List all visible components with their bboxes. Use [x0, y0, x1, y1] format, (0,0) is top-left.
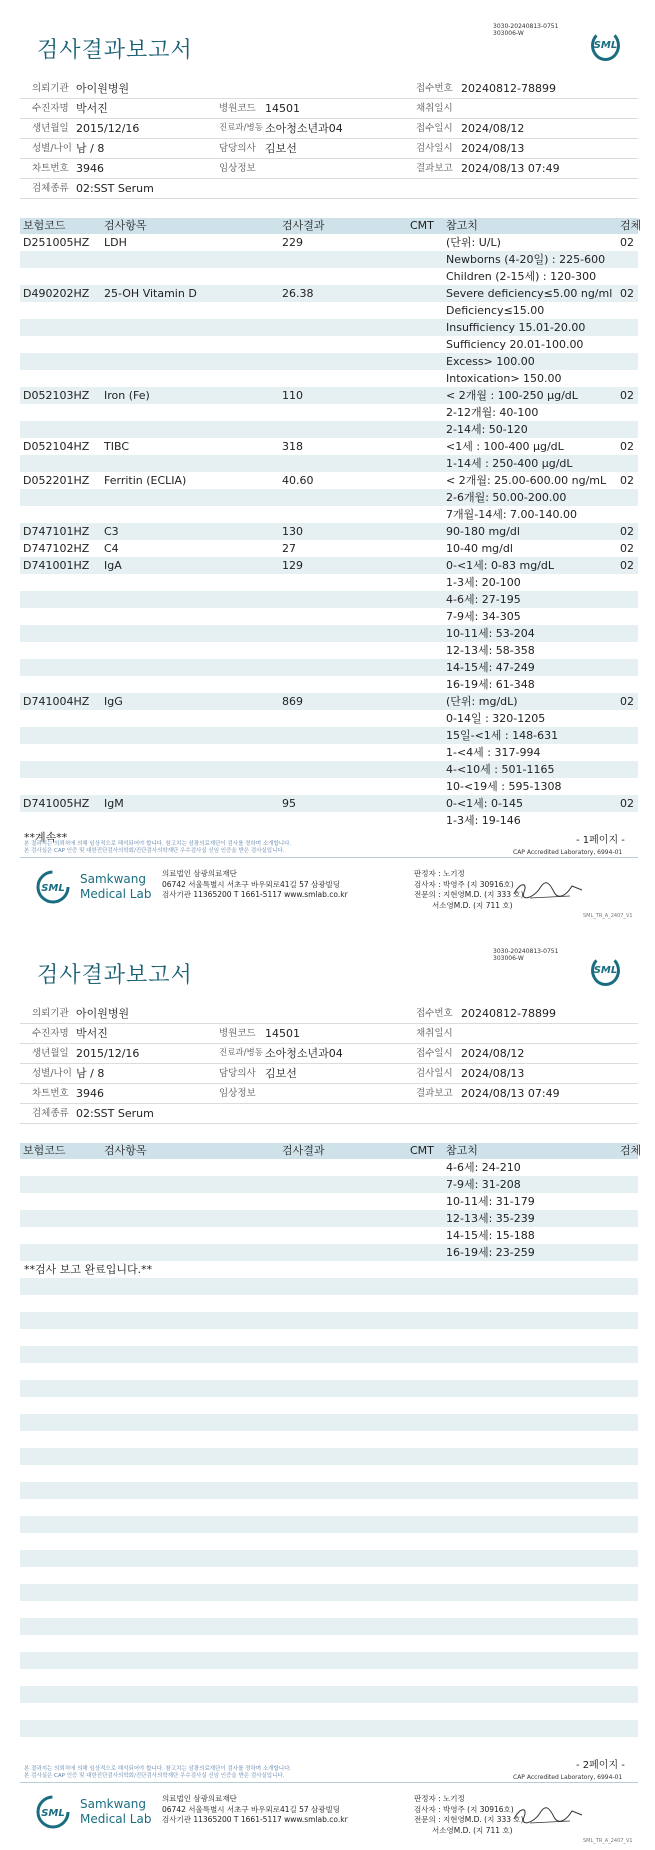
chart-number: 3946 — [76, 162, 104, 175]
hospital-code: 14501 — [265, 102, 300, 115]
label-receipt-date: 접수일시 — [416, 123, 453, 134]
table-row — [20, 642, 638, 659]
footer-divider — [20, 857, 638, 858]
table-row — [20, 506, 638, 523]
test-name: IgG — [104, 695, 123, 708]
report-date: 2024/08/13 07:49 — [461, 162, 560, 175]
table-row — [20, 574, 638, 591]
test-name: Ferritin (ECLIA) — [104, 474, 187, 487]
test-date: 2024/08/13 — [461, 1067, 525, 1080]
label-sex-age: 성별/나이 — [32, 1068, 72, 1079]
table-row — [20, 1176, 638, 1193]
label-report-date: 결과보고 — [416, 163, 453, 174]
test-name: IgA — [104, 559, 122, 572]
table-row — [20, 523, 638, 540]
results-table — [20, 1143, 642, 1754]
table-row — [20, 1397, 638, 1414]
table-row — [20, 421, 638, 438]
reference-range: Deficiency≤15.00 — [446, 304, 545, 317]
page-number: - 1페이지 - — [576, 835, 625, 846]
label-receipt-number: 접수번호 — [416, 1008, 453, 1019]
continued-text: **계속** — [24, 831, 68, 844]
reference-range: 12-13세: 58-358 — [446, 644, 535, 657]
reference-range: 7-9세: 31-208 — [446, 1178, 521, 1191]
label-doctor: 담당의사 — [219, 1068, 256, 1079]
table-row — [20, 438, 638, 455]
table-row — [20, 302, 638, 319]
doctor: 김보선 — [265, 1067, 297, 1080]
table-row — [20, 744, 638, 761]
reference-range: (단위: mg/dL) — [446, 695, 518, 708]
department: 소아청소년과04 — [265, 1047, 343, 1060]
disclaimer-2: 본 검사실은 CAP 인증 및 대한진단검사의학회/진단검사의학재단 우수검사실 신임 인증을 받은 검사실입니다. — [24, 1773, 285, 1779]
specimen-code: 02 — [620, 559, 634, 572]
label-requesting-org: 의뢰기관 — [32, 1008, 69, 1019]
report-page-1: 3030-20240813-0751 303006-W 검사결과보고서 SML 의뢰기관 아이원병원 접수번호 20240812-78899 수진자명 박서진 병원코드 14501 채취일시 생년월일 2015/12/16 진료과/병동 소아청소년과04 접수일시 2024/08/12 성별/나이 남 / 8 담당의사 김보선 검사일시 2024/08/13 차트번호 3946 임상정보 결과보고 2024/08/13 07:49 검체종류 02:SST Serum 보험코드 검사항목 검사결과 CMT 참고치 검체 D251005HZ LDH 229 (단위: U/L) 02 Newborns (4-20일) : 225-600 Children (2-15세) : 120-300 D490202HZ 25-OH Vitamin D 26.38 Severe deficiency≤5.00 ng/ml 02 Deficiency≤15.00 Insufficiency 15.01-20.00 Sufficiency 20.01-100.00 Excess> 100.00 Intoxication> 150.00 D052103HZ Iron (Fe) 110 < 2개월 : 100-250 μg/dL 02 2-12개월: 40-100 2-14세: 50-120 D052104HZ TIBC 318 <1세 : 100-400 μg/dL 02 1-14세 : 250-400 μg/dL D052201HZ Ferritin (ECLIA) 40.60 < 2개월: 25.00-600.00 ng/mL 02 2-6개월: 50.00-200.00 7개월-14세: 7.00-140.00 D747101HZ C3 130 90-180 mg/dl 02 D747102HZ C4 27 10-40 mg/dl 02 D741001HZ IgA 129 0-<1세: 0-83 mg/dL 02 1-3세: 20-100 4-6세: 27-195 7-9세: 34-305 10-11세: 53-204 12-13세: 58-358 14-15세: 47-249 16-19세: 61-348 D741004HZ IgG 869 (단위: mg/dL) 02 0-14일 : 320-1205 15일-<1세 : 148-631 1-<4세 : 317-994 4-<10세 : 501-1165 10-<19세 : 595-1308 D741005HZ IgM 95 0-<1세: 0-145 02 1-3세: 19-146 **계속** - 1페이지 - 본 결과지는 의뢰처에 의해 임상적으로 해석되어야 합니다. 참고치는 삼광의료재단이 검사를 정하며 소개합니다. 본 검사실은 CAP 인증 및 대한진단검사의학회/진단검사의학재단 우수검사실 신임 인증을 받은 검사실입니다. CAP Accredited Laboratory, 6994-01 SML Samkwang Medical Lab 의료법인 삼광의료재단 06742 서울특별시 서초구 바우뫼로41길 57 삼광빌딩 검사기관 11365200 T 1661-5117 www.smlab.co.kr 판정자 : 노기정 검사자 : 박영주 (지 30916호) 전문의 : 지현영M.D. (지 333 호) 서소영M.D. (지 711 호) SML_TR_A_2407_V1 — [0, 0, 655, 925]
label-hospital-code: 병원코드 — [219, 1028, 256, 1039]
insurance-code: D490202HZ — [23, 287, 90, 300]
document-id: 3030-20240813-0751 303006-W — [493, 948, 559, 962]
test-name: 25-OH Vitamin D — [104, 287, 197, 300]
cap-accreditation: CAP Accredited Laboratory, 6994-01 — [513, 849, 623, 856]
reference-range: < 2개월 : 100-250 μg/dL — [446, 389, 578, 402]
table-row — [20, 404, 638, 421]
table-row — [20, 1312, 638, 1329]
specimen-code: 02 — [620, 542, 634, 555]
page-title: 검사결과보고서 — [37, 38, 193, 63]
insurance-code: D741001HZ — [23, 559, 90, 572]
test-name: Iron (Fe) — [104, 389, 150, 402]
report-page-2: 3030-20240813-0751 303006-W 검사결과보고서 SML 의뢰기관 아이원병원 접수번호 20240812-78899 수진자명 박서진 병원코드 14501 채취일시 생년월일 2015/12/16 진료과/병동 소아청소년과04 접수일시 2024/08/12 성별/나이 남 / 8 담당의사 김보선 검사일시 2024/08/13 차트번호 3946 임상정보 결과보고 2024/08/13 07:49 검체종류 02:SST Serum 보험코드 검사항목 검사결과 CMT 참고치 검체 4-6세: 24-210 7-9세: 31-208 10-11세: 31-179 12-13세: 35-239 14-15세: 15-188 16-19세: 23-259 **검사 보고 완료입니다.** - 2페이지 - 본 결과지는 의뢰처에 의해 임상적으로 해석되어야 합니다. 참고치는 삼광의료재단이 검사를 정하며 소개합니다. 본 검사실은 CAP 인증 및 대한진단검사의학회/진단검사의학재단 우수검사실 신임 인증을 받은 검사실입니다. CAP Accredited Laboratory, 6994-01 SML Samkwang Medical Lab 의료법인 삼광의료재단 06742 서울특별시 서초구 바우뫼로41길 57 삼광빌딩 검사기관 11365200 T 1661-5117 www.smlab.co.kr 판정자 : 노기정 검사자 : 박영주 (지 30916호) 전문의 : 지현영M.D. (지 333 호) 서소영M.D. (지 711 호) SML_TR_A_2407_V1 — [0, 925, 655, 1850]
table-row — [20, 1635, 638, 1652]
table-row — [20, 1584, 638, 1601]
info-row — [20, 179, 638, 199]
table-row — [20, 608, 638, 625]
table-header: 보험코드 검사항목 검사결과 CMT 참고치 검체 — [20, 218, 638, 234]
table-row — [20, 1363, 638, 1380]
receipt-date: 2024/08/12 — [461, 1047, 525, 1060]
results-table — [20, 218, 642, 829]
reference-range: 7개월-14세: 7.00-140.00 — [446, 508, 577, 521]
birth-date: 2015/12/16 — [76, 122, 140, 135]
reference-range: 16-19세: 23-259 — [446, 1246, 535, 1259]
test-result: 130 — [282, 525, 303, 538]
label-specimen-type: 검체종류 — [32, 1108, 69, 1119]
test-result: 129 — [282, 559, 303, 572]
report-date: 2024/08/13 07:49 — [461, 1087, 560, 1100]
info-row — [20, 1104, 638, 1124]
page-title: 검사결과보고서 — [37, 963, 193, 988]
disclaimer-2: 본 검사실은 CAP 인증 및 대한진단검사의학회/진단검사의학재단 우수검사실 신임 인증을 받은 검사실입니다. — [24, 848, 285, 854]
test-result: 40.60 — [282, 474, 314, 487]
table-row — [20, 1737, 638, 1754]
label-chart-number: 차트번호 — [32, 163, 69, 174]
patient-info — [20, 79, 638, 199]
label-department: 진료과/병동 — [219, 1048, 263, 1058]
test-result: 27 — [282, 542, 296, 555]
reference-range: 10-40 mg/dl — [446, 542, 513, 555]
test-name: LDH — [104, 236, 127, 249]
info-row — [20, 1044, 638, 1064]
info-row — [20, 159, 638, 179]
cap-accreditation: CAP Accredited Laboratory, 6994-01 — [513, 1774, 623, 1781]
test-date: 2024/08/13 — [461, 142, 525, 155]
reference-range: (단위: U/L) — [446, 236, 501, 249]
disclaimer-1: 본 결과지는 의뢰처에 의해 임상적으로 해석되어야 합니다. 참고치는 삼광의료재단이 검사를 정하며 소개합니다. — [24, 1766, 292, 1772]
reference-range: 0-<1세: 0-83 mg/dL — [446, 559, 554, 572]
table-row — [20, 540, 638, 557]
table-row — [20, 761, 638, 778]
info-row — [20, 1084, 638, 1104]
table-row — [20, 1567, 638, 1584]
footer-address: 의료법인 삼광의료재단 06742 서울특별시 서초구 바우뫼로41길 57 삼광빌딩 검사기관 11365200 T 1661-5117 www.smlab.co.kr — [162, 1794, 348, 1824]
department: 소아청소년과04 — [265, 122, 343, 135]
insurance-code: D747101HZ — [23, 525, 90, 538]
report-complete-text: **검사 보고 완료입니다.** — [24, 1263, 153, 1276]
signature-image — [510, 876, 590, 904]
table-body — [20, 1159, 638, 1754]
label-test-date: 검사일시 — [416, 1068, 453, 1079]
reference-range: 2-12개월: 40-100 — [446, 406, 539, 419]
table-row — [20, 268, 638, 285]
table-row — [20, 1703, 638, 1720]
info-row — [20, 99, 638, 119]
table-row — [20, 1295, 638, 1312]
table-row — [20, 1346, 638, 1363]
patient-name: 박서진 — [76, 1027, 108, 1040]
reference-range: 0-14일 : 320-1205 — [446, 712, 546, 725]
test-result: 869 — [282, 695, 303, 708]
reference-range: Intoxication> 150.00 — [446, 372, 562, 385]
table-row — [20, 1686, 638, 1703]
reference-range: < 2개월: 25.00-600.00 ng/mL — [446, 474, 607, 487]
label-department: 진료과/병동 — [219, 123, 263, 133]
label-clinical-info: 임상정보 — [219, 163, 256, 174]
table-row — [20, 1193, 638, 1210]
info-row — [20, 1064, 638, 1084]
reference-range: 12-13세: 35-239 — [446, 1212, 535, 1225]
table-row — [20, 676, 638, 693]
label-test-date: 검사일시 — [416, 143, 453, 154]
reference-range: 7-9세: 34-305 — [446, 610, 521, 623]
hospital-code: 14501 — [265, 1027, 300, 1040]
reference-range: Insufficiency 15.01-20.00 — [446, 321, 586, 334]
label-sex-age: 성별/나이 — [32, 143, 72, 154]
table-row — [20, 234, 638, 251]
reference-range: 14-15세: 15-188 — [446, 1229, 535, 1242]
reference-range: Excess> 100.00 — [446, 355, 535, 368]
reference-range: 16-19세: 61-348 — [446, 678, 535, 691]
footer-brand: Samkwang Medical Lab — [80, 1797, 152, 1826]
insurance-code: D741004HZ — [23, 695, 90, 708]
table-row — [20, 370, 638, 387]
table-row — [20, 387, 638, 404]
table-row — [20, 812, 638, 829]
reference-range: 2-14세: 50-120 — [446, 423, 528, 436]
birth-date: 2015/12/16 — [76, 1047, 140, 1060]
page-number: - 2페이지 - — [576, 1760, 625, 1771]
label-birth-date: 생년월일 — [32, 1048, 69, 1059]
chart-number: 3946 — [76, 1087, 104, 1100]
table-row — [20, 727, 638, 744]
sml-footer-logo-icon — [35, 1794, 71, 1830]
info-row — [20, 139, 638, 159]
requesting-org: 아이원병원 — [76, 82, 130, 95]
test-result: 110 — [282, 389, 303, 402]
footer-address: 의료법인 삼광의료재단 06742 서울특별시 서초구 바우뫼로41길 57 삼광빌딩 검사기관 11365200 T 1661-5117 www.smlab.co.kr — [162, 869, 348, 899]
specimen-type: 02:SST Serum — [76, 182, 154, 195]
reference-range: 4-6세: 27-195 — [446, 593, 521, 606]
table-row — [20, 1414, 638, 1431]
info-row — [20, 79, 638, 99]
table-row — [20, 795, 638, 812]
specimen-code: 02 — [620, 389, 634, 402]
table-body — [20, 234, 638, 829]
sml-footer-logo-icon — [35, 869, 71, 905]
patient-info — [20, 1004, 638, 1124]
reference-range: 14-15세: 47-249 — [446, 661, 535, 674]
specimen-code: 02 — [620, 695, 634, 708]
receipt-date: 2024/08/12 — [461, 122, 525, 135]
insurance-code: D052201HZ — [23, 474, 90, 487]
table-row — [20, 1329, 638, 1346]
label-receipt-number: 접수번호 — [416, 83, 453, 94]
signature-image — [510, 1801, 590, 1829]
test-name: C3 — [104, 525, 119, 538]
specimen-code: 02 — [620, 236, 634, 249]
insurance-code: D052103HZ — [23, 389, 90, 402]
label-chart-number: 차트번호 — [32, 1088, 69, 1099]
table-row — [20, 1465, 638, 1482]
table-row — [20, 1720, 638, 1737]
patient-name: 박서진 — [76, 102, 108, 115]
table-row — [20, 625, 638, 642]
reference-range: 1-3세: 20-100 — [446, 576, 521, 589]
reference-range: 1-3세: 19-146 — [446, 814, 521, 827]
reference-range: Newborns (4-20일) : 225-600 — [446, 253, 606, 266]
table-row — [20, 1431, 638, 1448]
reference-range: 90-180 mg/dl — [446, 525, 520, 538]
info-row — [20, 1024, 638, 1044]
info-row — [20, 1004, 638, 1024]
reference-range: 1-14세 : 250-400 μg/dL — [446, 457, 573, 470]
label-requesting-org: 의뢰기관 — [32, 83, 69, 94]
reference-range: 15일-<1세 : 148-631 — [446, 729, 559, 742]
insurance-code: D251005HZ — [23, 236, 90, 249]
table-row — [20, 1210, 638, 1227]
table-row — [20, 1601, 638, 1618]
requesting-org: 아이원병원 — [76, 1007, 130, 1020]
specimen-code: 02 — [620, 525, 634, 538]
table-row — [20, 1159, 638, 1176]
specimen-code: 02 — [620, 287, 634, 300]
table-row — [20, 353, 638, 370]
test-name: TIBC — [104, 440, 129, 453]
reference-range: 10-11세: 53-204 — [446, 627, 535, 640]
test-name: C4 — [104, 542, 119, 555]
label-receipt-date: 접수일시 — [416, 1048, 453, 1059]
label-report-date: 결과보고 — [416, 1088, 453, 1099]
reference-range: 4-<10세 : 501-1165 — [446, 763, 555, 776]
reference-range: 2-6개월: 50.00-200.00 — [446, 491, 567, 504]
specimen-code: 02 — [620, 440, 634, 453]
label-collection-date: 채취일시 — [416, 103, 453, 114]
table-row — [20, 1652, 638, 1669]
label-patient-name: 수진자명 — [32, 1028, 69, 1039]
table-row — [20, 659, 638, 676]
footer-divider — [20, 1782, 638, 1783]
table-row — [20, 455, 638, 472]
table-header: 보험코드 검사항목 검사결과 CMT 참고치 검체 — [20, 1143, 638, 1159]
table-row — [20, 1261, 638, 1278]
table-row — [20, 557, 638, 574]
footer-signatories: 판정자 : 노기정 검사자 : 박영주 (지 30916호) 전문의 : 지현영M.D. (지 333 호) 서소영M.D. (지 711 호) — [414, 1794, 524, 1835]
table-row — [20, 1550, 638, 1567]
test-result: 95 — [282, 797, 296, 810]
footer-signatories: 판정자 : 노기정 검사자 : 박영주 (지 30916호) 전문의 : 지현영M.D. (지 333 호) 서소영M.D. (지 711 호) — [414, 869, 524, 910]
table-row — [20, 336, 638, 353]
reference-range: Children (2-15세) : 120-300 — [446, 270, 597, 283]
table-row — [20, 591, 638, 608]
label-specimen-type: 검체종류 — [32, 183, 69, 194]
receipt-number: 20240812-78899 — [461, 82, 556, 95]
specimen-code: 02 — [620, 797, 634, 810]
table-row — [20, 1448, 638, 1465]
label-patient-name: 수진자명 — [32, 103, 69, 114]
reference-range: 10-<19세 : 595-1308 — [446, 780, 562, 793]
test-result: 26.38 — [282, 287, 314, 300]
disclaimer-1: 본 결과지는 의뢰처에 의해 임상적으로 해석되어야 합니다. 참고치는 삼광의료재단이 검사를 정하며 소개합니다. — [24, 841, 292, 847]
label-clinical-info: 임상정보 — [219, 1088, 256, 1099]
table-row — [20, 489, 638, 506]
info-row — [20, 119, 638, 139]
label-birth-date: 생년월일 — [32, 123, 69, 134]
table-row — [20, 1482, 638, 1499]
table-row — [20, 778, 638, 795]
table-row — [20, 1618, 638, 1635]
reference-range: Severe deficiency≤5.00 ng/ml — [446, 287, 613, 300]
reference-range: 4-6세: 24-210 — [446, 1161, 521, 1174]
table-row — [20, 472, 638, 489]
table-row — [20, 251, 638, 268]
table-row — [20, 1380, 638, 1397]
specimen-code: 02 — [620, 474, 634, 487]
reference-range: 1-<4세 : 317-994 — [446, 746, 541, 759]
reference-range: <1세 : 100-400 μg/dL — [446, 440, 564, 453]
test-result: 318 — [282, 440, 303, 453]
table-row — [20, 1227, 638, 1244]
label-doctor: 담당의사 — [219, 143, 256, 154]
doctor: 김보선 — [265, 142, 297, 155]
table-row — [20, 1669, 638, 1686]
sex-age: 남 / 8 — [76, 142, 105, 155]
specimen-type: 02:SST Serum — [76, 1107, 154, 1120]
form-code: SML_TR_A_2407_V1 — [583, 1838, 633, 1844]
form-code: SML_TR_A_2407_V1 — [583, 913, 633, 919]
table-row — [20, 1278, 638, 1295]
table-row — [20, 710, 638, 727]
table-row — [20, 693, 638, 710]
table-row — [20, 1533, 638, 1550]
svg-text:SML: SML — [41, 1808, 65, 1819]
reference-range: 10-11세: 31-179 — [446, 1195, 535, 1208]
reference-range: Sufficiency 20.01-100.00 — [446, 338, 584, 351]
table-row — [20, 1499, 638, 1516]
table-row — [20, 1244, 638, 1261]
insurance-code: D747102HZ — [23, 542, 90, 555]
insurance-code: D741005HZ — [23, 797, 90, 810]
test-result: 229 — [282, 236, 303, 249]
document-id: 3030-20240813-0751 303006-W — [493, 23, 559, 37]
table-row — [20, 319, 638, 336]
svg-text:SML: SML — [41, 883, 65, 894]
insurance-code: D052104HZ — [23, 440, 90, 453]
test-name: IgM — [104, 797, 124, 810]
receipt-number: 20240812-78899 — [461, 1007, 556, 1020]
table-row — [20, 1516, 638, 1533]
footer-brand: Samkwang Medical Lab — [80, 872, 152, 901]
label-hospital-code: 병원코드 — [219, 103, 256, 114]
table-row — [20, 285, 638, 302]
reference-range: 0-<1세: 0-145 — [446, 797, 523, 810]
label-collection-date: 채취일시 — [416, 1028, 453, 1039]
sex-age: 남 / 8 — [76, 1067, 105, 1080]
